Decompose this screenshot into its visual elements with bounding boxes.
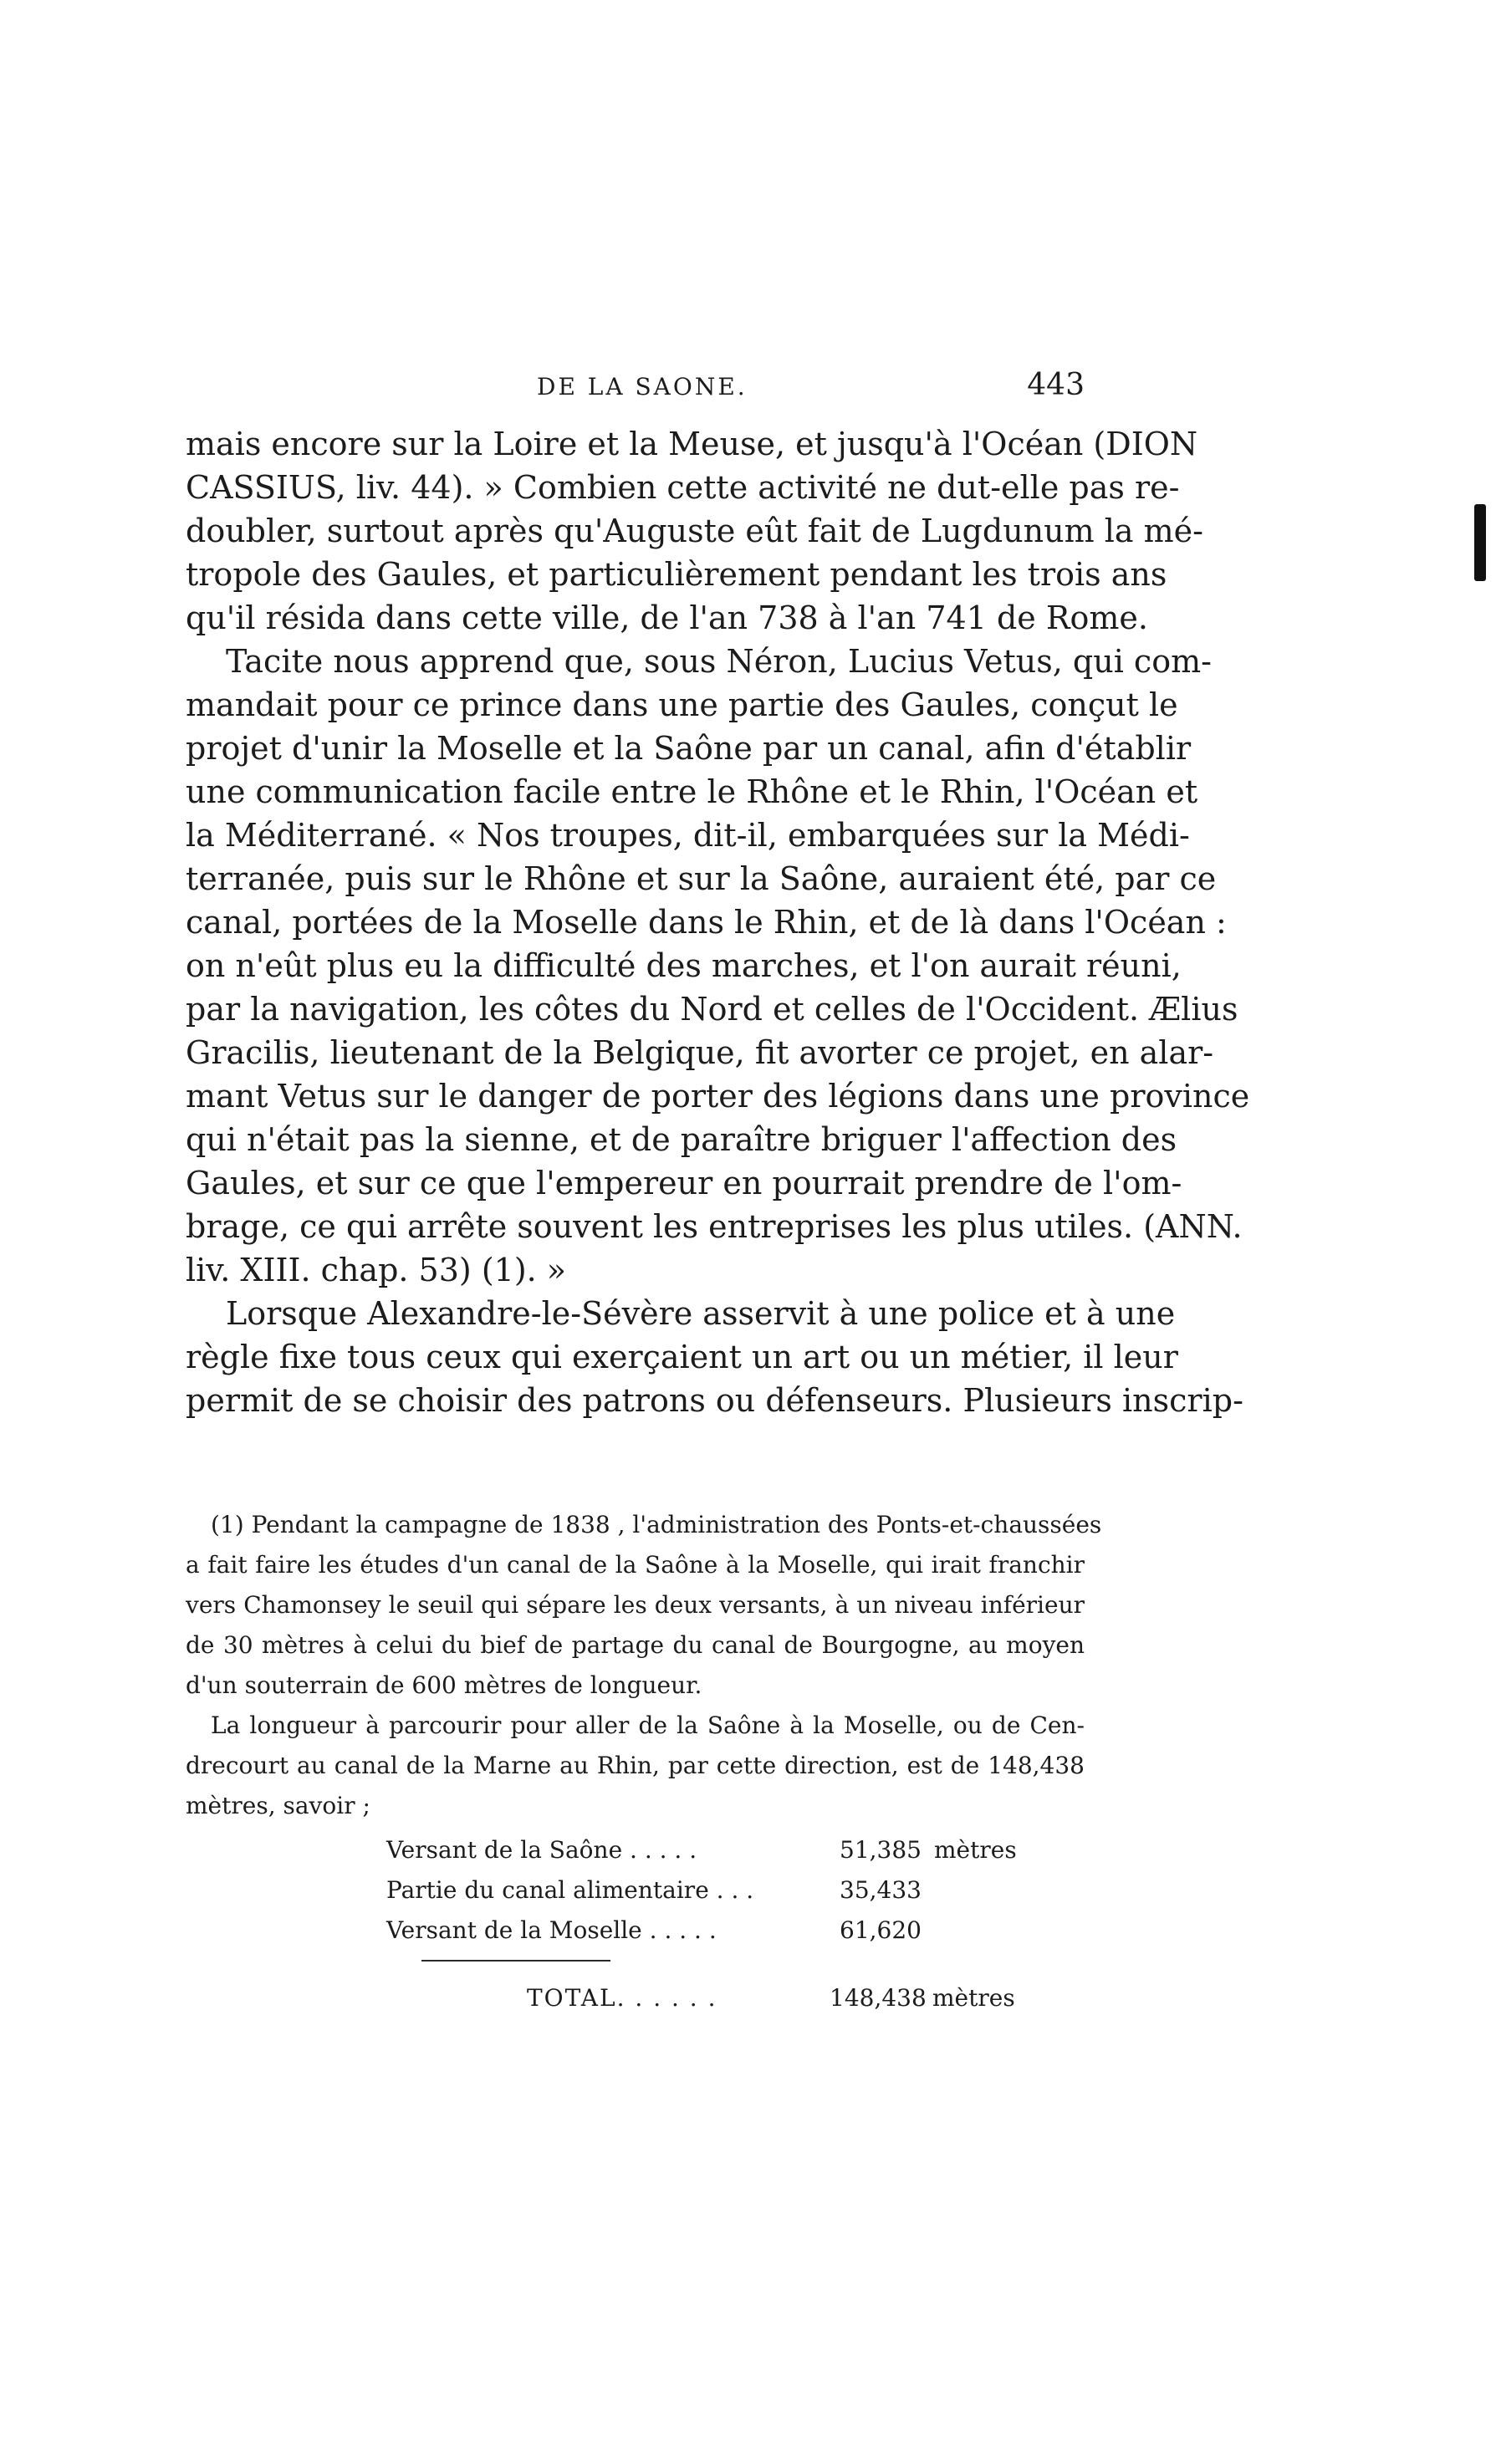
body-line: la Méditerrané. « Nos troupes, dit-il, embarquées sur la Médi- <box>186 817 1190 854</box>
total-value: 148,438 <box>830 1984 927 2012</box>
footnote-line: vers Chamonsey le seuil qui sépare les deux versants, à un niveau inférieur <box>186 1591 1085 1619</box>
body-line: canal, portées de la Moselle dans le Rhin, et de là dans l'Océan : <box>186 904 1227 941</box>
row-value: 35,433 <box>840 1876 922 1904</box>
body-line: par la navigation, les côtes du Nord et celles de l'Occident. Ælius <box>186 991 1238 1028</box>
page-number: 443 <box>1027 368 1085 402</box>
distance-table <box>386 1830 1039 1951</box>
body-line: tropole des Gaules, et particulièrement pendant les trois ans <box>186 556 1167 593</box>
table-row <box>386 1870 1039 1910</box>
footnote-line: (1) Pendant la campagne de 1838 , l'administration des Ponts-et-chaussées <box>211 1511 1102 1538</box>
body-line: projet d'unir la Moselle et la Saône par un canal, afin d'établir <box>186 730 1192 767</box>
row-unit: mètres <box>934 1836 1017 1864</box>
footnote <box>186 1505 1102 1826</box>
footnote-line: d'un souterrain de 600 mètres de longueur. <box>186 1671 702 1699</box>
body-line: une communication facile entre le Rhône et le Rhin, l'Océan et <box>186 773 1198 810</box>
total-label: TOTAL. . . . . . <box>527 1984 717 2012</box>
footnote-line: mètres, savoir ; <box>186 1792 370 1819</box>
body-line: Gracilis, lieutenant de la Belgique, fit avorter ce projet, en alar- <box>186 1034 1214 1071</box>
body-line: CASSIUS, liv. 44). » Combien cette activité ne dut-elle pas re- <box>186 469 1180 506</box>
body-line: Lorsque Alexandre-le-Sévère asservit à une police et à une <box>226 1295 1176 1332</box>
row-value: 51,385 <box>840 1836 922 1864</box>
row-label: Partie du canal alimentaire . . . <box>386 1876 754 1904</box>
body-line: mant Vetus sur le danger de porter des légions dans une province <box>186 1078 1250 1115</box>
table-row <box>386 1830 1039 1870</box>
footnote-line: La longueur à parcourir pour aller de la Saône à la Moselle, ou de Cen- <box>211 1712 1085 1739</box>
body-line: doubler, surtout après qu'Auguste eût fait de Lugdunum la mé- <box>186 513 1203 549</box>
body-line: Tacite nous apprend que, sous Néron, Lucius Vetus, qui com- <box>226 643 1212 680</box>
body-line: qu'il résida dans cette ville, de l'an 738 à l'an 741 de Rome. <box>186 599 1148 636</box>
footnote-line: a fait faire les études d'un canal de la Saône à la Moselle, qui irait franchir <box>186 1551 1085 1579</box>
body-line: brage, ce qui arrête souvent les entreprises les plus utiles. (ANN. <box>186 1208 1243 1245</box>
running-title: DE LA SAONE. <box>537 373 748 400</box>
margin-mark <box>1474 504 1486 581</box>
footnote-line: de 30 mètres à celui du bief de partage du canal de Bourgogne, au moyen <box>186 1631 1085 1659</box>
body-line: mandait pour ce prince dans une partie des Gaules, conçut le <box>186 686 1178 723</box>
body-line: Gaules, et sur ce que l'empereur en pourrait prendre de l'om- <box>186 1165 1182 1201</box>
running-head <box>186 368 1085 418</box>
body-line: qui n'était pas la sienne, et de paraître briguer l'affection des <box>186 1121 1177 1158</box>
row-value: 61,620 <box>840 1916 922 1944</box>
body-line: terranée, puis sur le Rhône et sur la Saône, auraient été, par ce <box>186 860 1217 897</box>
total-row <box>527 1978 1054 2018</box>
body-line: mais encore sur la Loire et la Meuse, et jusqu'à l'Océan (DION <box>186 426 1198 462</box>
row-label: Versant de la Saône . . . . . <box>386 1836 697 1864</box>
total-unit: mètres <box>932 1984 1015 2012</box>
table-row <box>386 1910 1039 1951</box>
body-line: liv. XIII. chap. 53) (1). » <box>186 1252 567 1288</box>
row-label: Versant de la Moselle . . . . . <box>386 1916 717 1944</box>
footnote-line: drecourt au canal de la Marne au Rhin, par cette direction, est de 148,438 <box>186 1752 1085 1779</box>
body-line: on n'eût plus eu la difficulté des marches, et l'on aurait réuni, <box>186 947 1182 984</box>
sum-rule <box>421 1960 610 1962</box>
body-line: règle fixe tous ceux qui exerçaient un art ou un métier, il leur <box>186 1339 1178 1375</box>
body-text <box>186 422 1250 1422</box>
body-line: permit de se choisir des patrons ou défenseurs. Plusieurs inscrip- <box>186 1382 1243 1419</box>
